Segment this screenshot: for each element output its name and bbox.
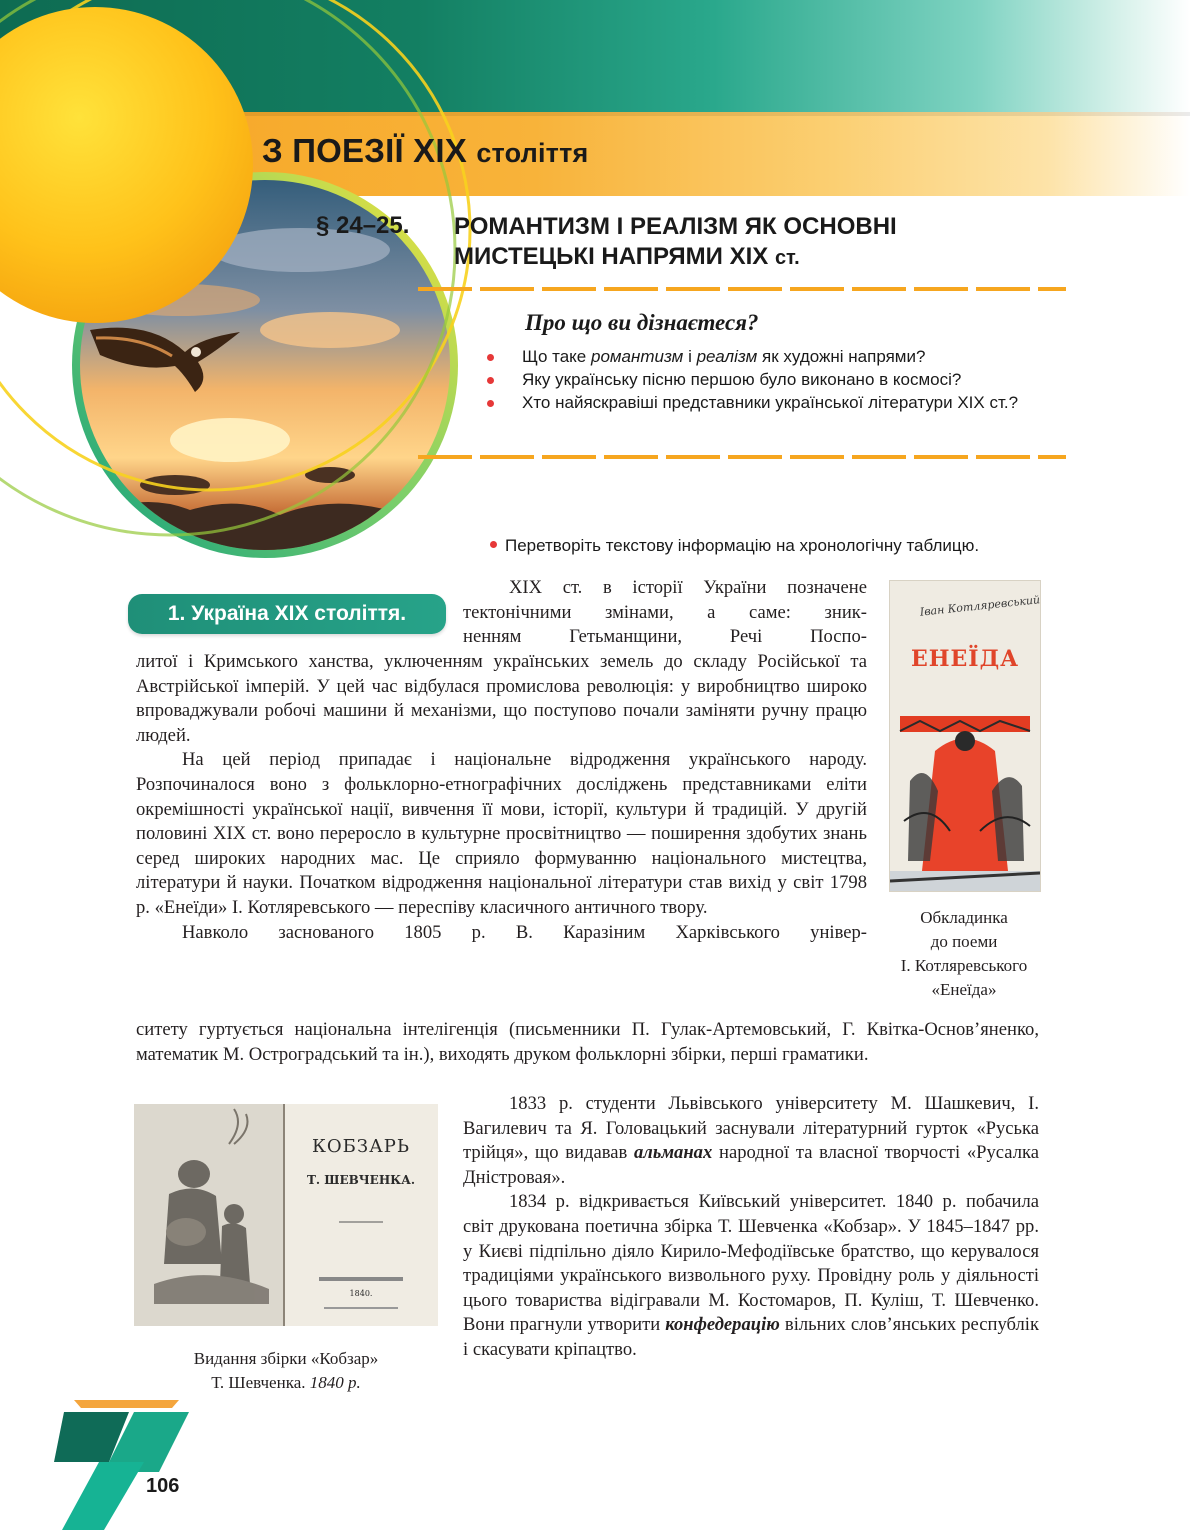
eneida-cover-title: ЕНЕЇДА [910,646,1020,672]
kobzar-edition-image [134,1104,438,1326]
learn-item: Хто найяскравіші представники української літератури XIX ст.? [487,391,1039,414]
paragraph-2: На цей період припадає і національне відродження українського народу. Розпочиналося воно з фольклорно-етнографічних досліджень представниками еліти окремішності української нації, вивчення її мови, історії, культури й традицій. У другій половині XIX ст. воно переросло в культурне просвітництво — поширення здобутих знань серед широких народних мас. Це сприяло формуванню національного мистецтва, літератури й науки. Початком відродження національної літератури став вихід у світ 1798 р. «Енеїди» І. Котляревського — переспіву класичного античного твору. [136,749,867,918]
section-label: 1. Україна XIX століття. [128,594,446,634]
kobzar-page-year: 1840. [349,1289,373,1298]
paragraph-4: 1833 р. студенти Львівського університету М. Шашкевич, І. Вагилевич та Я. Головацький заснували літературний гурток «Руська трійця», що видавав альманах народної та власної творчості «Русалка Дністровая». [463,1093,1039,1188]
footer-decoration [54,1400,194,1530]
paragraph-block-left [136,650,867,945]
kobzar-page-title: КОБЗАРЬ [311,1136,411,1157]
chapter-title: З ПОЕЗІЇ XIX століття [262,132,589,169]
learn-list [487,345,1039,414]
section-title: РОМАНТИЗМ І РЕАЛІЗМ ЯК ОСНОВНІ МИСТЕЦЬКІ НАПРЯМИ XIX ст. [454,213,897,270]
paragraph-3: ситету гуртується національна інтелігенція (письменники П. Гулак-Артемовський, Г. Квітка-Основ’яненко, математик М. Остроградський та ін.), виходять друком фольклорні збірки, перші граматики. [136,1019,1039,1065]
eneida-cover-image [889,580,1041,892]
paragraph-5: 1834 р. відкривається Київський університет. 1840 р. побачила світ друкована поетична збірка Т. Шевченка «Кобзар». У 1845–1847 рр. у Києві підпільно діяло Кирило-Мефодіївське братство, що керувалося традиціями українського визвольного руху. Провідну роль у діяльності цього товариства відігравали М. Костомаров, П. Куліш, Т. Шевченко. Вони прагнули утворити конфедерацію вільних слов’янських республік і скасувати кріпацтво. [463,1191,1039,1360]
dashed-divider-top [418,287,1066,291]
eneida-cover-author: Іван Котляревський [919,593,1040,619]
kobzar-page-author: Т. ШЕВЧЕНКА. [306,1173,416,1187]
learn-item: Яку українську пісню першою було виконано в космосі? [487,368,1039,391]
header-decoration [0,0,560,560]
paragraph-1: литої і Кримського ханства, уключенням українських земель до складу Російської та Австрійської імперій. У цей час відбулася промислова революція: у виробництво широко впроваджували робочі машини й механізми, що поступово почали заміняти ручну працю людей. [136,651,867,746]
section-number: § 24–25. [316,212,410,239]
bullet-icon [490,541,497,548]
eneida-caption: Обкладинка до поеми І. Котляревського «Енеїда» [900,908,1028,999]
task-text: Перетворіть текстову інформацію на хронологічну таблицю. [490,536,979,556]
bullet-icon [487,400,494,407]
learn-item: Що таке романтизм і реалізм як художні напрями? [487,345,1039,368]
paragraph-block-right [463,1092,1039,1363]
page-number: 106 [146,1475,180,1497]
bullet-icon [487,377,494,384]
paragraph-3-start: Навколо заснованого 1805 р. В. Каразіним Харківського універ- [182,921,867,943]
learn-heading: Про що ви дізнаєтеся? [525,310,759,335]
paragraph-1-top: XIX ст. в історії України позначене тектонічними змінами, а саме: зник- ненням Гетьманщини, Речі Поспо- [463,577,867,648]
kobzar-caption: Видання збірки «Кобзар» Т. Шевченка. 1840 р. [193,1349,379,1392]
dashed-divider-bottom [418,455,1066,459]
bullet-icon [487,354,494,361]
